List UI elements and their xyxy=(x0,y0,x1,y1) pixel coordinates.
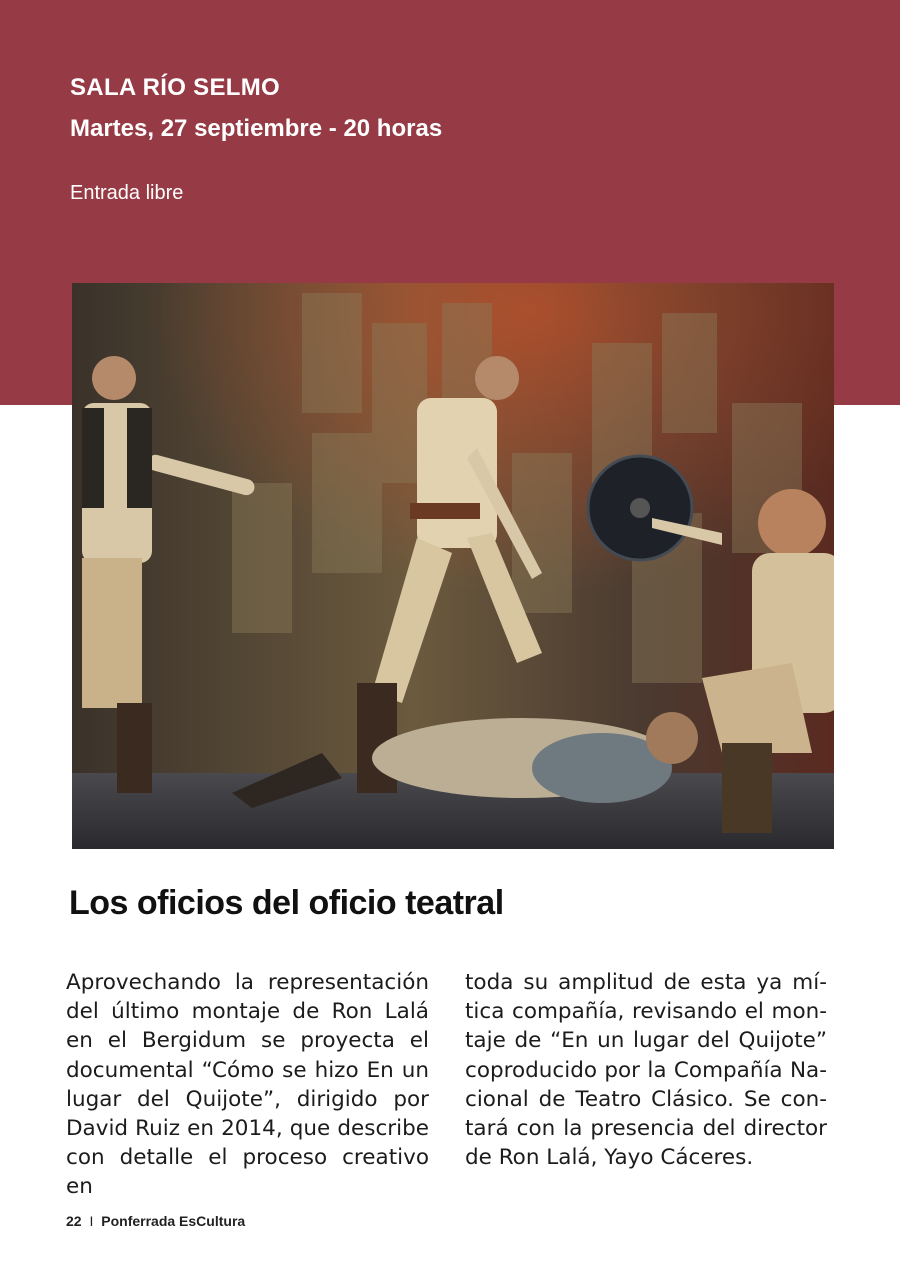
footer-separator: I xyxy=(89,1213,94,1229)
stage-photo xyxy=(72,283,834,849)
article-column-right: toda su amplitud de esta ya mítica compañía, revisando el montaje de “En un lugar del Quijote” coproducido por la Compañía Nacional de Teatro Clásico. Se contará con la presencia del director de Ron Lalá, Yayo Cáceres. xyxy=(465,970,827,1171)
page-number: 22 xyxy=(66,1213,82,1229)
event-datetime: Martes, 27 septiembre - 20 horas xyxy=(70,115,443,142)
publication-name: Ponferrada EsCultura xyxy=(101,1213,246,1229)
venue-name: SALA RÍO SELMO xyxy=(70,74,280,101)
page-footer xyxy=(66,1213,245,1229)
article-column-left: Aprovechando la representación del último montaje de Ron Lalá en el Bergidum se proyecta el documental “Cómo se hizo En un lugar del Quijote”, dirigido por David Ruiz en 2014, que describe con detalle el proceso creativo en xyxy=(66,970,429,1200)
admission-note: Entrada libre xyxy=(70,182,184,204)
article-title: Los oficios del oficio teatral xyxy=(69,884,504,922)
